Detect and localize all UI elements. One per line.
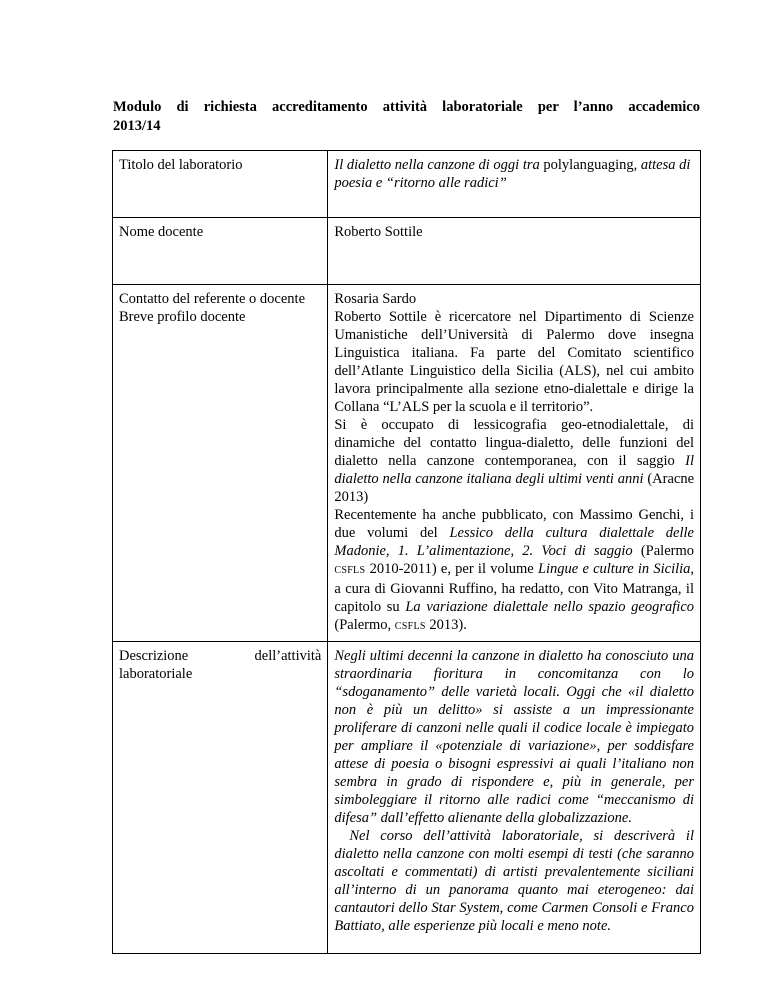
profilo-p2-text: Si è occupato di lessicografia geo-etnodialettale, di dinamiche del contatto lingua-dialetto, delle funzioni del dialetto nella canzone contemporanea, con il saggio [334, 417, 694, 469]
label-nome: Nome docente [113, 218, 328, 285]
label-descrizione-line-1 [119, 647, 321, 665]
profilo-p3-csfls-2: CSFLS [394, 621, 426, 632]
label-descrizione [113, 642, 328, 954]
profilo-p2-book-title: Il dialetto nella canzone italiana degli ultimi venti anni [334, 453, 695, 487]
profilo-p3-text-i: (Palermo, [334, 617, 392, 633]
label-profilo: Breve profilo docente [119, 309, 246, 325]
label-titolo: Titolo del laboratorio [113, 151, 328, 218]
label-descrizione-line-2: laboratoriale [119, 666, 193, 682]
row-titolo [113, 151, 701, 218]
request-form-table [112, 150, 701, 954]
profilo-paragraph-2 [334, 416, 694, 506]
value-titolo-comma: , [633, 157, 638, 173]
profilo-p3-text-a: Recentemente ha anche pubblicato, con Massimo Genchi, i due volumi del [334, 507, 694, 541]
profilo-p3-text-e: 2010-2011) e, per il volume [369, 561, 534, 577]
value-titolo-polylanguaging: polylanguaging [543, 157, 634, 173]
label-descrizione-word-1: Descrizione [119, 648, 189, 664]
row-descrizione [113, 642, 701, 954]
row-contatto-profilo [113, 285, 701, 642]
profilo-p3-csfls-1: CSFLS [334, 565, 366, 576]
document-title [113, 98, 700, 136]
profilo-p2-publisher: (Aracne 2013) [334, 471, 694, 505]
label-descrizione-word-2: dell’attività [254, 648, 322, 664]
document-title-line-1: Modulo di richiesta accreditamento attività laboratoriale per l’anno accademico [113, 99, 700, 115]
value-nome: Roberto Sottile [328, 218, 701, 285]
profilo-p3-variazione-title: La variazione dialettale nello spazio geografico [405, 599, 695, 615]
descrizione-paragraph-1: Negli ultimi decenni la canzone in dialetto ha conosciuto una straordinaria fioritura in concomitanza con lo “sdoganamento” delle varietà locali. Oggi che «il dialetto non è più un delitto» si assiste a un impressionante proliferare di canzoni nelle quali il codice locale è impiegato per ampliare il «potenziale di variazione», per soddisfare attese di poesia o bisogni espressivi ai quali l’italiano non sembra in grado di rispondere e, più in generale, per simboleggiare il ritorno alle radici come “meccanismo di difesa” dall’effetto alienante della globalizzazione. [334, 648, 694, 826]
profilo-p3-text-g: , a cura di Giovanni Ruffino, ha redatto, con Vito Matranga, il capitolo su [334, 561, 695, 615]
profilo-paragraph-1: Roberto Sottile è ricercatore nel Dipartimento di Scienze Umanistiche dell’Università di Palermo dove insegna Linguistica italiana. Fa parte del Comitato scientifico dell’Atlante Linguistico della Sicilia (ALS), nel cui ambito lavora principalmente alla sezione etno-dialettale e dirige la Collana “L’ALS per la scuola e il territorio”. [334, 309, 694, 415]
value-contatto-profilo [328, 285, 701, 642]
label-contatto-profilo [113, 285, 328, 642]
profilo-p3-lingue-title: Lingue e culture in Sicilia [537, 561, 691, 577]
row-nome [113, 218, 701, 285]
profilo-p3-text-c: (Palermo [640, 543, 694, 559]
value-titolo [328, 151, 701, 218]
profilo-p3-text-k: 2013). [429, 617, 467, 633]
profilo-paragraph-3 [334, 506, 694, 636]
descrizione-paragraph-2: Nel corso dell’attività laboratoriale, si descriverà il dialetto nella canzone con molti esempi di testi (che saranno ascoltati e commentati) di artisti prevalentemente siciliani all’interno di un panorama quanto mai eterogeneo: dai cantautori dello Star System, come Carmen Consoli e Franco Battiato, alle esperienze più locali e meno note. [334, 828, 694, 934]
profilo-p3-lessico-title: Lessico della cultura dialettale delle Madonie, 1. L’alimentazione, 2. Voci di saggio [334, 525, 694, 559]
value-descrizione [328, 642, 701, 954]
value-titolo-italic-2: attesa di poesia e “ritorno alle radici” [334, 157, 691, 191]
value-contatto: Rosaria Sardo [334, 291, 417, 307]
value-titolo-italic-1: Il dialetto nella canzone di oggi tra [334, 157, 540, 173]
document-title-line-2: 2013/14 [113, 118, 161, 134]
label-contatto: Contatto del referente o docente [119, 291, 306, 307]
